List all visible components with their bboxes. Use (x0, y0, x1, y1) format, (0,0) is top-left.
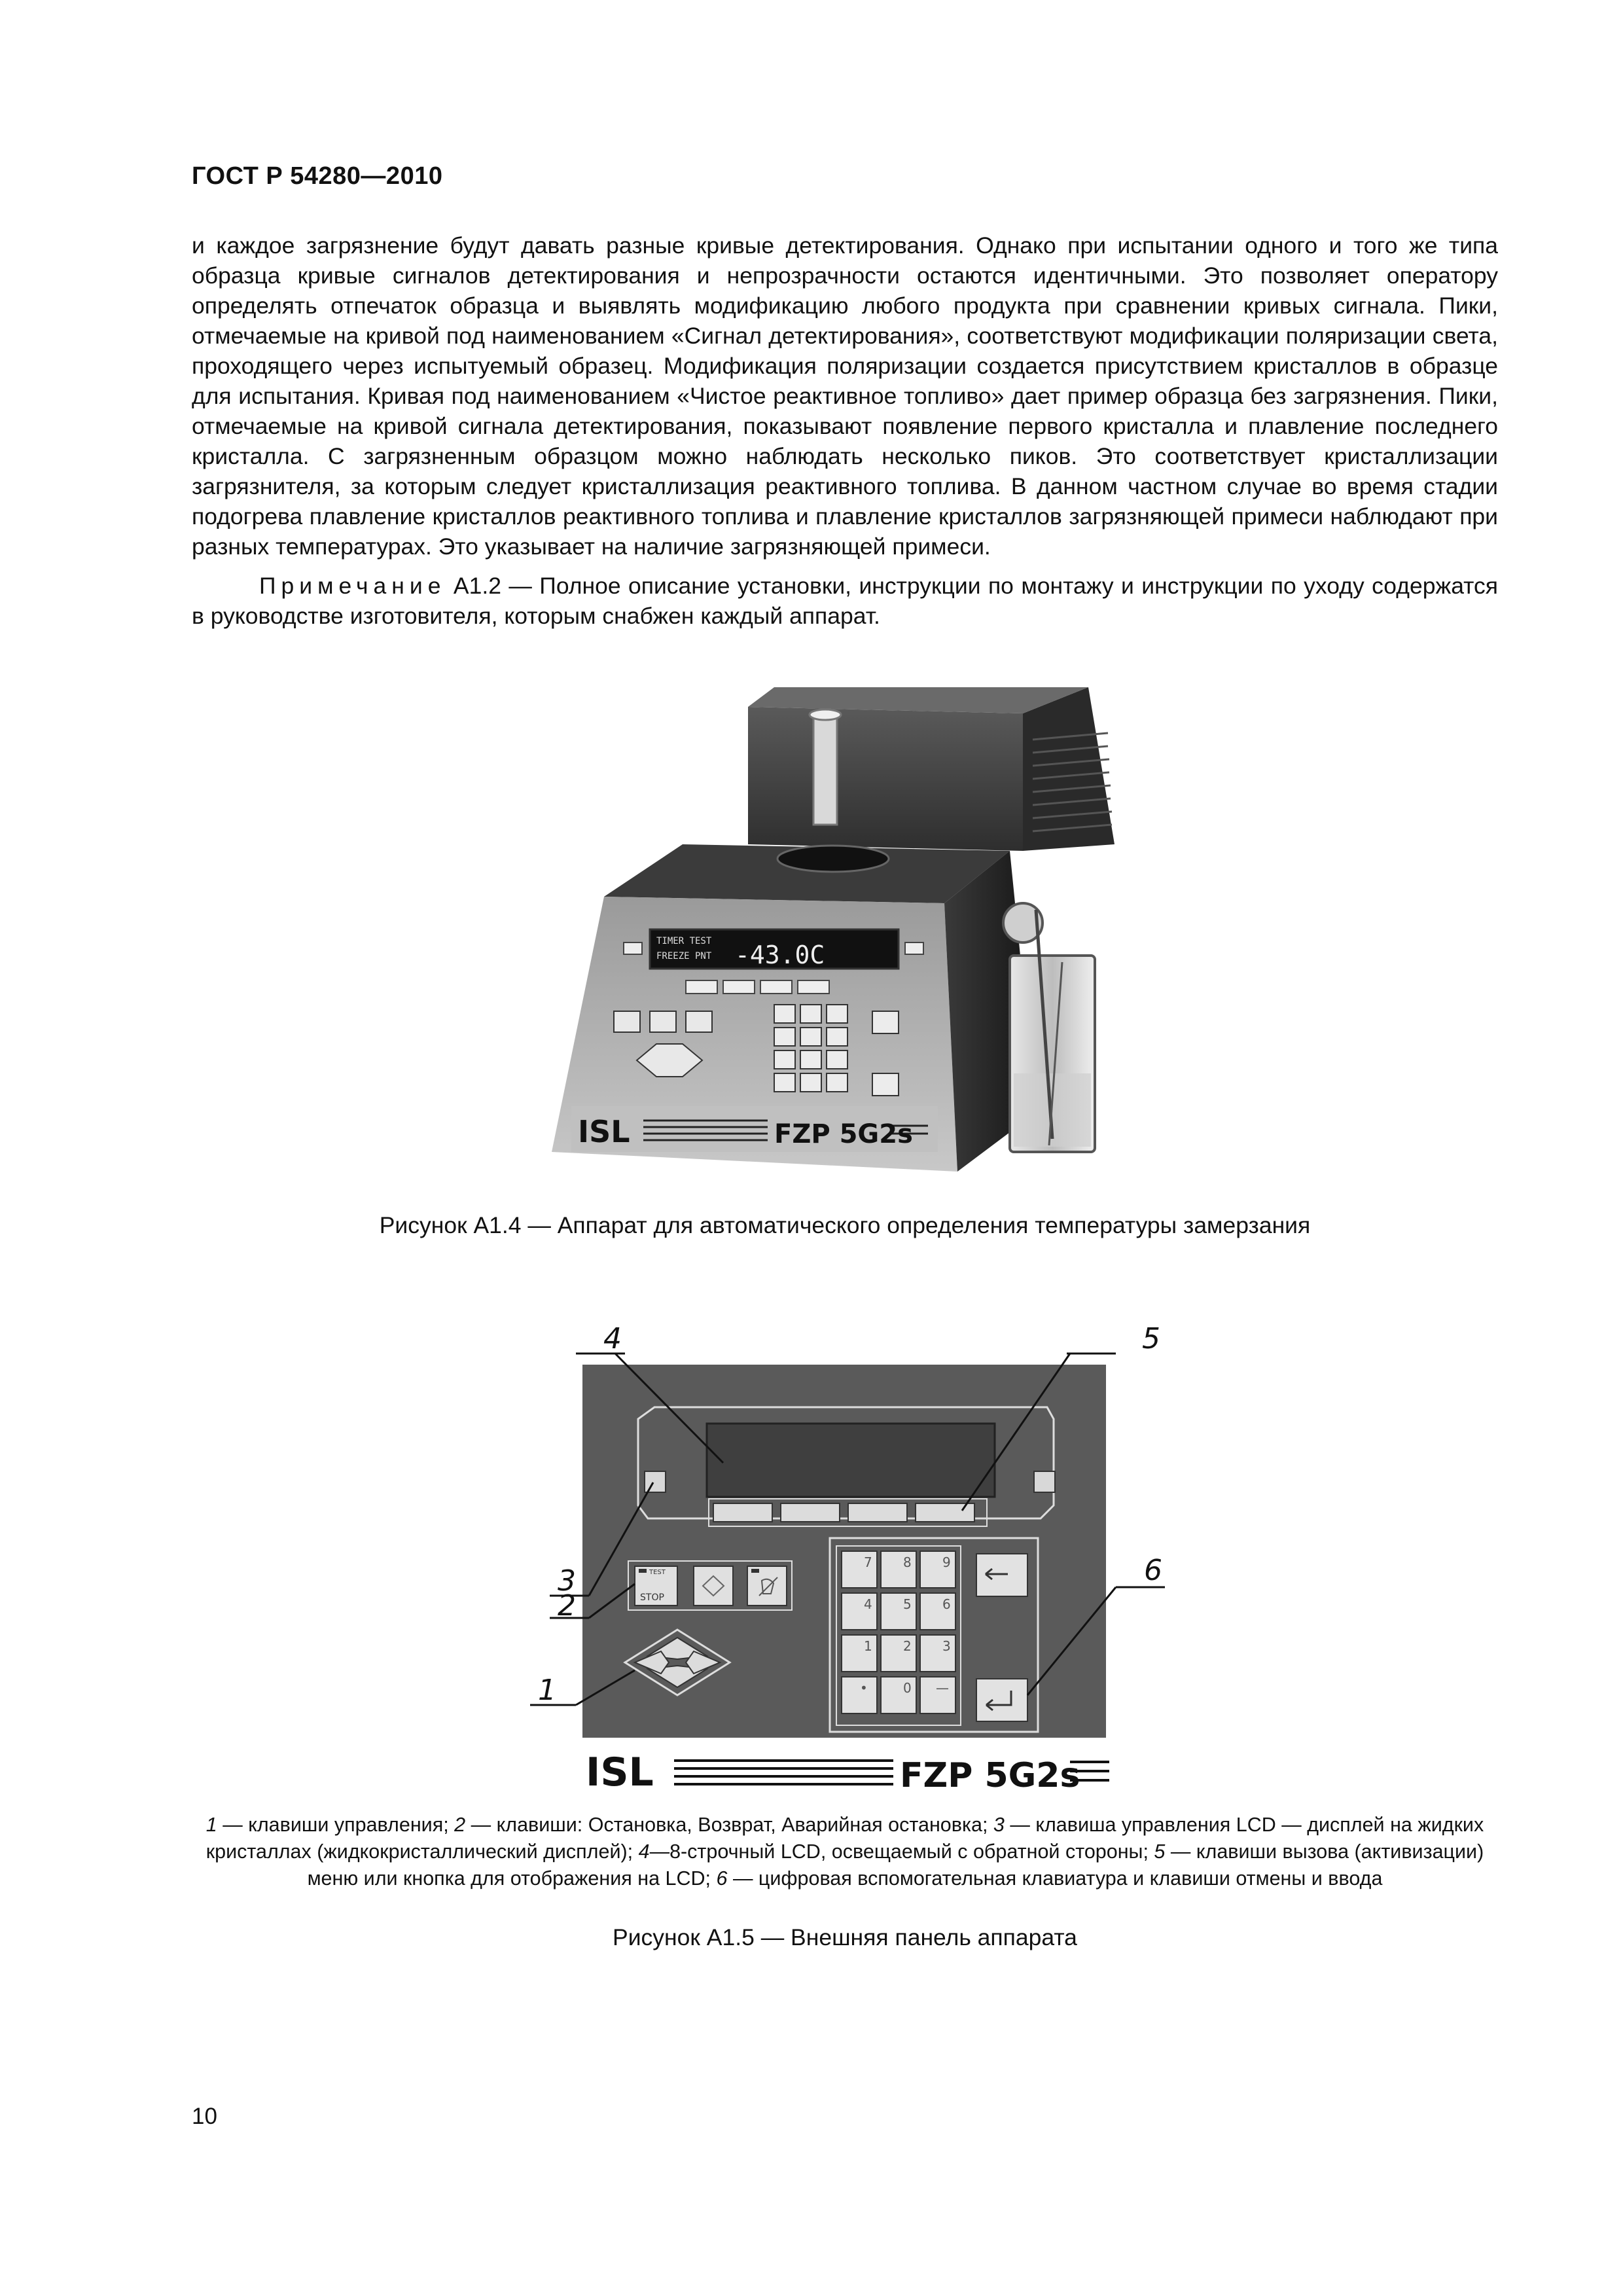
svg-text:1: 1 (864, 1638, 872, 1654)
svg-text:4: 4 (603, 1322, 622, 1355)
stop-label: STOP (640, 1592, 664, 1603)
svg-text:3: 3 (558, 1564, 576, 1598)
svg-text:5: 5 (903, 1596, 912, 1612)
model-label: FZP 5G2s (774, 1119, 913, 1149)
front-panel-diagram (510, 1302, 1171, 1800)
svg-text:6: 6 (942, 1596, 951, 1612)
apparatus-photo (552, 681, 1128, 1204)
lcd-key-left[interactable] (645, 1471, 666, 1492)
test-label: TEST (649, 1569, 666, 1576)
figure-a1-5-caption: Рисунок А1.5 — Внешняя панель аппарата (613, 1924, 1077, 1950)
lcd-line-sub: FREEZE PNT (656, 951, 712, 961)
menu-softkey-3[interactable] (848, 1503, 907, 1522)
lcd-display (707, 1424, 995, 1497)
svg-text:0: 0 (903, 1680, 912, 1696)
body-paragraph: и каждое загрязнение будут давать разные кривые детектирования. Однако при испытании одного и того же типа образца кривые сигналов детектирования и непрозрачности остаются идентичными. Это позволяет оператору определять отпечаток образца и выявлять модификацию любого продукта при сравнении кривых сигнала. Пики, отмечаемые на кривой под наименованием «Сигнал детектирования», соответствуют модификации поляризации света, проходящего через испытуемый образец. Модификация поляризации создается присутствием кристаллов в образце для испытания. Кривая под наименованием «Чистое реактивное топливо» дает пример образца без загрязнения. Пики, отмечаемые на кривой сигнала детектирования, показывают появление первого кристалла и плавление последнего кристалла. С загрязненным образцом можно наблюдать несколько пиков. Это соответствует кристаллизации загрязнителя, за которым следует кристаллизация реактивного топлива. В данном частном случае во время стадии подогрева плавление кристаллов реактивного топлива и плавление кристаллов загрязняющей примеси наблюдают при разных температурах. Это указывает на наличие загрязняющей примеси. (192, 232, 1498, 560)
menu-softkey-2[interactable] (781, 1503, 840, 1522)
note-paragraph (192, 571, 1498, 631)
model-label: FZP 5G2s (900, 1756, 1080, 1795)
note-label: Примечание (259, 573, 446, 599)
lcd-value: -43.0C (735, 941, 825, 969)
svg-text:2: 2 (903, 1638, 912, 1654)
svg-text:8: 8 (903, 1554, 912, 1570)
svg-text:•: • (860, 1680, 868, 1696)
svg-text:9: 9 (942, 1554, 951, 1570)
svg-text:3: 3 (942, 1638, 951, 1654)
menu-softkey-1[interactable] (713, 1503, 772, 1522)
brand-logo: ISL (578, 1114, 630, 1149)
svg-text:6: 6 (1144, 1554, 1162, 1587)
enter-key[interactable] (976, 1679, 1027, 1721)
note-text: А1.2 — Полное описание установки, инструкции по монтажу и инструкции по уходу содержатся в руководстве изготовителя, которым снабжен каждый аппарат. (192, 573, 1498, 629)
figure-a1-5-legend: 1 — клавиши управления; 2 — клавиши: Остановка, Возврат, Аварийная остановка; 3 — клавиша управления LCD — дисплей на жидких кристаллах (жидкокристаллический дисплей); 4—8-строчный LCD, освещаемый с обратной стороны; 5 — клавиши вызова (активизации) меню или кнопка для отображения на LCD; 6 — цифровая вспомогательная клавиатура и клавиши отмены и ввода (205, 1814, 1484, 1890)
sample-tube (813, 713, 837, 825)
svg-text:7: 7 (864, 1554, 872, 1570)
svg-text:4: 4 (864, 1596, 872, 1612)
svg-text:1: 1 (538, 1674, 556, 1707)
svg-text:2: 2 (558, 1589, 576, 1623)
body-text (192, 230, 1498, 631)
lcd-line-top: TIMER TEST (656, 936, 712, 946)
page-number: 10 (192, 2104, 217, 2129)
figure-a1-4-caption: Рисунок А1.4 — Аппарат для автоматического определения температуры замерзания (379, 1212, 1311, 1238)
document-header: ГОСТ Р 54280—2010 (192, 162, 443, 190)
brand-logo: ISL (586, 1749, 654, 1795)
rear-housing (748, 707, 1023, 851)
svg-text:5: 5 (1142, 1322, 1160, 1355)
return-button[interactable] (694, 1566, 733, 1605)
lcd-key-right[interactable] (1034, 1471, 1055, 1492)
svg-text:—: — (936, 1680, 949, 1696)
